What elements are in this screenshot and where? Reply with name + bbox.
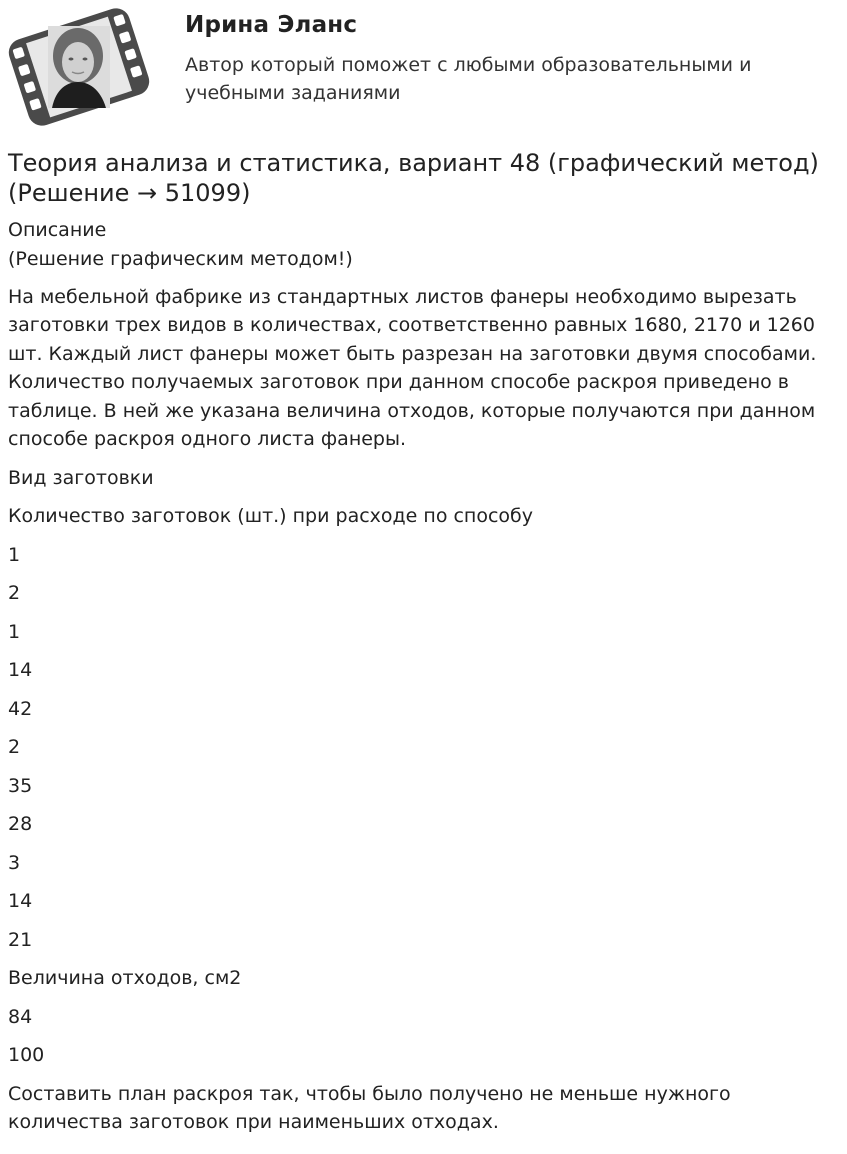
page-title: Теория анализа и статистика, вариант 48 (графический метод) (Решение → 51099) (8, 149, 819, 207)
table-cell: 42 (8, 697, 33, 720)
waste-value: 84 (8, 1005, 33, 1028)
table-cell: 14 (8, 890, 33, 913)
waste-label: Величина отходов, см2 (8, 967, 242, 990)
table-cell: 28 (8, 813, 33, 836)
table-cell: 21 (8, 928, 33, 951)
avatar[interactable] (8, 8, 150, 126)
task-content (8, 216, 838, 1137)
film-frame-avatar-image (8, 8, 150, 126)
table-cell: 1 (8, 543, 21, 566)
table-cell: 2 (8, 736, 21, 759)
table-header-type: Вид заготовки (8, 466, 154, 489)
table-header-quantity: Количество заготовок (шт.) при расходе по способу (8, 505, 534, 528)
waste-value: 100 (8, 1044, 45, 1067)
method-note: (Решение графическим методом!) (8, 247, 353, 270)
table-cell: 35 (8, 774, 33, 797)
table-cell: 1 (8, 620, 21, 643)
table-cell: 2 (8, 582, 21, 605)
problem-text: На мебельной фабрике из стандартных листов фанеры необходимо вырезать заготовки трех видов в количествах, соответственно равных 1680, 2170 и 1260 шт. Каждый лист фанеры может быть разрезан на заготовки двумя способами. Количество получаемых заготовок при данном способе раскроя приведено в таблице. В ней же указана величина отходов, которые получаются при данном способе раскроя одного листа фанеры. (8, 285, 817, 451)
description-label: Описание (8, 219, 107, 241)
author-name[interactable]: Ирина Эланс (185, 12, 358, 38)
table-cell: 3 (8, 851, 21, 874)
task-text: Составить план раскроя так, чтобы было получено не меньше нужного количества заготовок при наименьших отходах. (8, 1082, 731, 1134)
author-description: Автор который поможет с любыми образовательными и учебными заданиями (185, 54, 752, 104)
table-cell: 14 (8, 659, 33, 682)
author-card (0, 0, 847, 130)
